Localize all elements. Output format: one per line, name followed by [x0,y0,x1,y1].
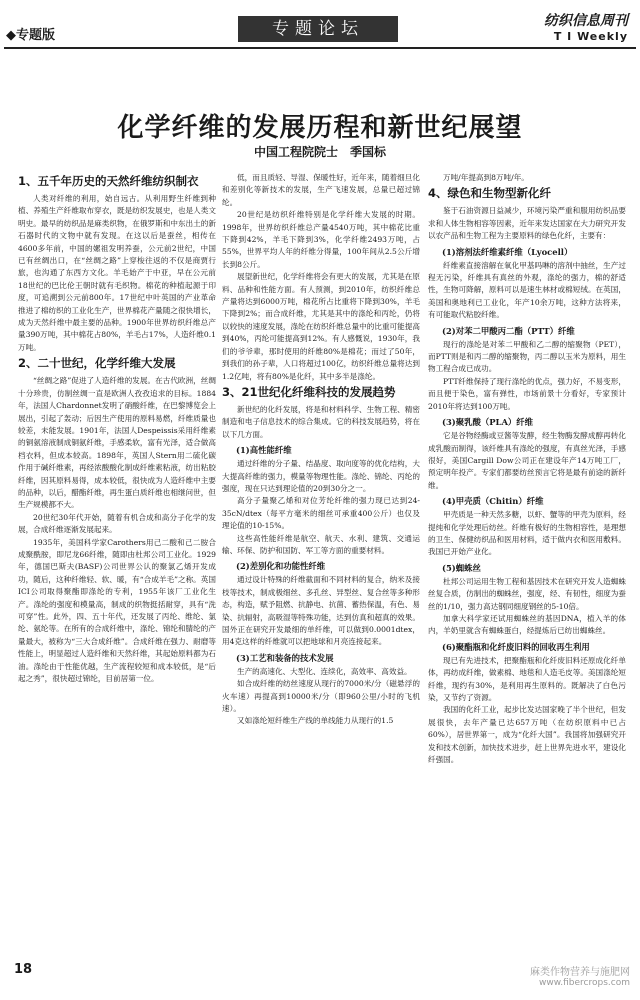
paragraph: 纤维素直接溶解在氧化甲基吗啉的溶剂中抽丝，生产过程无污染，纤维具有真丝的外观，涤纶的强力，棉的舒适性，生物可降解，原料可以是速生林材或棉短绒。在英国，美国和奥地利已工业化，年产10余万吨，这种方法将来，有可能取代粘胶纤维。 [428,260,626,320]
paragraph: 万吨/年提高到8万吨/年。 [443,173,529,182]
subsection-heading: (2)差别化和功能性纤维 [236,561,326,572]
paragraph: “丝绸之路”促进了人造纤维的发展。在古代欧洲，丝绸十分珍贵，仿制丝绸一直是欧洲人孜孜追求的目标。1884年，法国人Chardonnet发明了硝酸纤维，在巴黎博览会上展出，引起了轰动；后因生产使用的原料易燃，纤维质量也较差，未能发展。1901年，法国人Despeissis采用纤维素的铜氨溶液制成铜氨纤维，手感柔软，富有光泽，适合做高档衣料，但成本较高。1898年，英国人Stern用二硫化碳作用于碱纤维素，再经浓酸酸化制成纤维素粘液，纺出粘胶纤维，因其原料易得，成本较低，很快成为人造纤维中主要的品种，以后，醋酯纤维，再生蛋白质纤维也相继问世，但生产规模都不大。 [18,376,216,510]
subsection-heading: (3)工艺和装备的技术发展 [236,652,334,663]
paragraph: 鉴于石油资源日益减少，环境污染严重和服用纺织品要求和人体生物相容等因素，近年来发达国家在大力研究开发以农产品和生物工程为主要原料的绿色化纤，主要有： [428,206,626,241]
paragraph: 人类对纤维的利用，始自远古。从利用野生纤维到种植、养殖生产纤维取布穿衣，既是纺织发展史，也是人类文明史。最早的纺织品是麻类织物，在俄罗斯和中东出土的新石器时代的文物中就有发现。在这以后是蚕丝，相传在4600多年前，中国的嫘祖发明养蚕，公元前2世纪，中国已有丝绸出口，在“丝绸之路”上穿梭往返的不仅是商贾行旅，也沟通了东西方文化。羊毛始产于中亚，早在公元前18世纪的巴比伦王朝时就有毛织物。棉花的种植起源于印度，可追溯到公元前800年。17世纪中叶英国的产业革命推进了棉纺织的工业化生产，世界棉花产量随之很快增长，成为天然纤维中最主要的品种。1900年世界纺织纤维总产量390万吨，其中棉花占80%，羊毛占17%，人造纤维0.1万吨。 [18,194,216,352]
subsection-heading: (4)甲壳质（Chitin）纤维 [442,496,544,507]
paragraph: 杜邦公司运用生物工程和基因技术在研究开发人造蜘蛛丝复合质，仿制出的蜘蛛丝，强度，经、有韧性，细度为蚕丝的1/10，强力高达钢同细度钢丝的5-10倍。 [428,576,626,611]
paragraph: 加拿大科学家还试用蜘蛛丝的基因DNA，植入羊的体内，羊奶里就含有蜘蛛蛋白，经提炼后已纺出蜘蛛丝。 [428,613,626,636]
paragraph: 现行的涤纶是对苯二甲酸和乙二醇的缩聚物（PET），而PTT则是和丙二醇的缩聚物，丙二醇以玉米为原料，用生物工程合成已成功。 [428,339,626,374]
header-rule [4,47,636,49]
paragraph: 甲壳质是一种天然多糖，以虾、蟹等的甲壳为原料，经提纯和化学处理后纺丝。纤维有极好的生物相容性，是理想的卫生、保健纺织品和医用材料，适于做内衣和医用敷料。我国已开始产业化。 [428,510,626,557]
section-heading: 2、二十世纪，化学纤维大发展 [18,356,176,371]
watermark-url: www.fibercrops.com [539,978,630,988]
subsection-heading: (1)溶剂法纤维素纤维（Lyocell） [442,246,573,257]
section-banner: 专题论坛 [238,16,398,42]
section-heading: 4、绿色和生物型新化纤 [428,186,552,201]
column-1 [18,172,216,982]
column-3 [428,172,626,982]
page-header [0,0,640,48]
subsection-heading: (2)对苯二甲酸丙二酯（PTT）纤维 [442,325,575,336]
subsection-heading: (6)聚酯瓶和化纤废旧料的回收再生利用 [442,641,590,652]
subsection-heading: (5)蜘蛛丝 [442,562,481,573]
paragraph: 1935年，美国科学家Carothers用己二酸和己二胺合成聚酰胺，即尼龙66纤维，随即由杜邦公司工业化。1929年，德国巴斯夫(BASF)公司世界公认的聚氯乙烯开发成功，随后，这种纤维轻、软、暖，有“合成羊毛”之称。英国ICI公司取得聚酯即涤纶的专利，1955年该厂工业化生产。涤纶的强度和模量高，制成的织物挺括耐穿，具有“洗可穿”性。此外，四、五十年代，还发展了丙纶、维纶、氯纶、氨纶等。在所有的合成纤维中，涤纶、锦纶和腈纶的产量最大，被称为“三大合成纤维”。合成纤维在强力、耐磨等性能上，明显超过人造纤维和天然纤维，其起始原料都为石油。涤纶由于性能优越，生产流程较短和成本较低，是“后起之秀”，很快超过锦纶，目前居第一位。 [18,537,216,684]
page-number: 18 [14,962,33,977]
paragraph: 通过设计特殊的纤维截面和不同材料的复合，纳米及接枝等技术，制成极细丝、多孔丝、异型丝、复合丝等多种形态，构造，赋予阻燃、抗静电、抗菌、蓄热保温，有色、易染、抗辐射，高吸湿等特殊功能，达到仿真和超真的效果。国外正在研究开发最细的单纤维，可以做到0.0001dtex，用4克这样的纤维就可以把地球和月亮连接起来。 [222,575,420,647]
paragraph: 它是谷物经酶或豆酱等发酵，经生物酶发酵成醇再转化成乳酸而制得，该纤维具有涤纶的强度，有真丝光泽，手感很好，美国Cargill Dow公司正在建设年产14万吨工厂，预定明年投产。专家们都要纺丝预言它将是最有前途的新纤维。 [428,431,626,490]
paragraph: 通过纤维的分子量、结晶度、取向度等的优化结构，大大提高纤维的强力，模量等物理性能。涤纶、锦纶、丙纶的强度，现在只达到理论值的20到30分之一。 [222,459,420,493]
paragraph: 我国的化纤工业，起步比发达国家晚了半个世纪，但发展很快，去年产量已达657万吨（在纺织原料中已占60%），居世界第一，成为“化纤大国”。我国将加强研究开发和技术创新，加快技术进步，赶上世界先进水平，建设化纤强国。 [428,705,626,765]
publication-name-cn: 纺织信息周刊 [544,13,628,29]
paragraph: 20世纪30年代开始，随着有机合成和高分子化学的发展，合成纤维逐渐发展起来。 [18,512,216,535]
column-2 [222,172,420,982]
subsection-heading: (3)聚乳酸（PLA）纤维 [442,417,534,428]
watermark-name: 麻类作物营养与施肥网 [530,967,630,978]
paragraph: 低，而且质轻、导湿、保暖性好，近年来，随着细旦化和差别化等新技术的发展，生产飞速发展，总量已超过锦纶。 [222,173,420,207]
paragraph: 生产的高速化、大型化、连续化，高效率、高效益。 [237,666,412,676]
article-author: 中国工程院院士 季国标 [253,145,386,159]
paragraph: 现已有先进技术，把聚酯瓶和化纤废旧料还原成化纤单体，再纺成纤维，做素棉、地毯和人造毛皮等。美国涤纶短纤维，现约有30%，是利用再生原料的。既解决了白色污染，又节约了资源。 [428,655,626,702]
paragraph: PTT纤维保持了现行涤纶的优点，强力好，不易变形，而且便于染色，富有弹性，市场前景十分看好，专家预计2010年将达到100万吨。 [428,376,626,411]
section-tag: ◆专题版 [6,28,55,43]
paragraph: 如合成纤维的纺丝速度从现行的7000米/分（磁悬浮的火车速）再提高到10000米/分（即960公里/小时的飞机速）。 [222,679,420,714]
paragraph: 展望新世纪，化学纤维将会有更大的发展，尤其是在原料、品种和性能方面。有人预测，到2010年，纺织纤维总产量将达到6000万吨，棉花所占比重将下降到30%，羊毛下降到2%；而合成纤维，尤其是其中的涤纶和丙纶，仍将以较快的速度发展，涤纶在纺织纤维总量中的比重可能提高到40%，丙纶可能提高到12%。有人感慨说，1930年，我们的爷爷辈，那时使用的纤维80%是棉花；而过了50年，到我们的孙子辈，人口将超过100亿，纺织纤维总量将达到1.2亿吨，将有80%是化纤，其中多半是涤纶。 [222,272,420,381]
section-heading: 3、21世纪化纤维科技的发展趋势 [222,384,396,399]
paragraph: 新世纪的化纤发展，将是和材料科学、生物工程、精密制造和电子信息技术的综合集成。它的科技发展趋势，将在以下几方面。 [222,404,420,439]
article-title: 化学纤维的发展历程和新世纪展望 [117,113,523,144]
publication-name-en: T I Weekly [553,30,628,43]
paragraph: 高分子量聚乙烯和对位芳纶纤维的强力现已达到24-35cN/dtex（每平方毫米的细丝可承重400公斤）也仅及理论值的10-15%。 [222,496,420,531]
section-heading: 1、五千年历史的天然纤维纺织制衣 [18,174,199,188]
publication-masthead [544,10,628,43]
paragraph: 这些高性能纤维是航空、航天、水利、建筑、交通运输、环保、防护和国防、军工等方面的重要材料。 [222,533,420,555]
watermark [530,963,630,988]
subsection-heading: (1)高性能纤维 [236,445,292,456]
paragraph: 又如涤纶短纤维生产线的单线能力从现行的1.5 [237,716,394,726]
paragraph: 20世纪是纺织纤维特别是化学纤维大发展的时期。1998年，世界纺织纤维总产量4540万吨，其中棉花比重下降到42%，羊毛下降到3%，化学纤维2493万吨，占55%，世界平均人年的纤维分得量，100年间从2.5公斤增长到8公斤。 [222,210,420,269]
